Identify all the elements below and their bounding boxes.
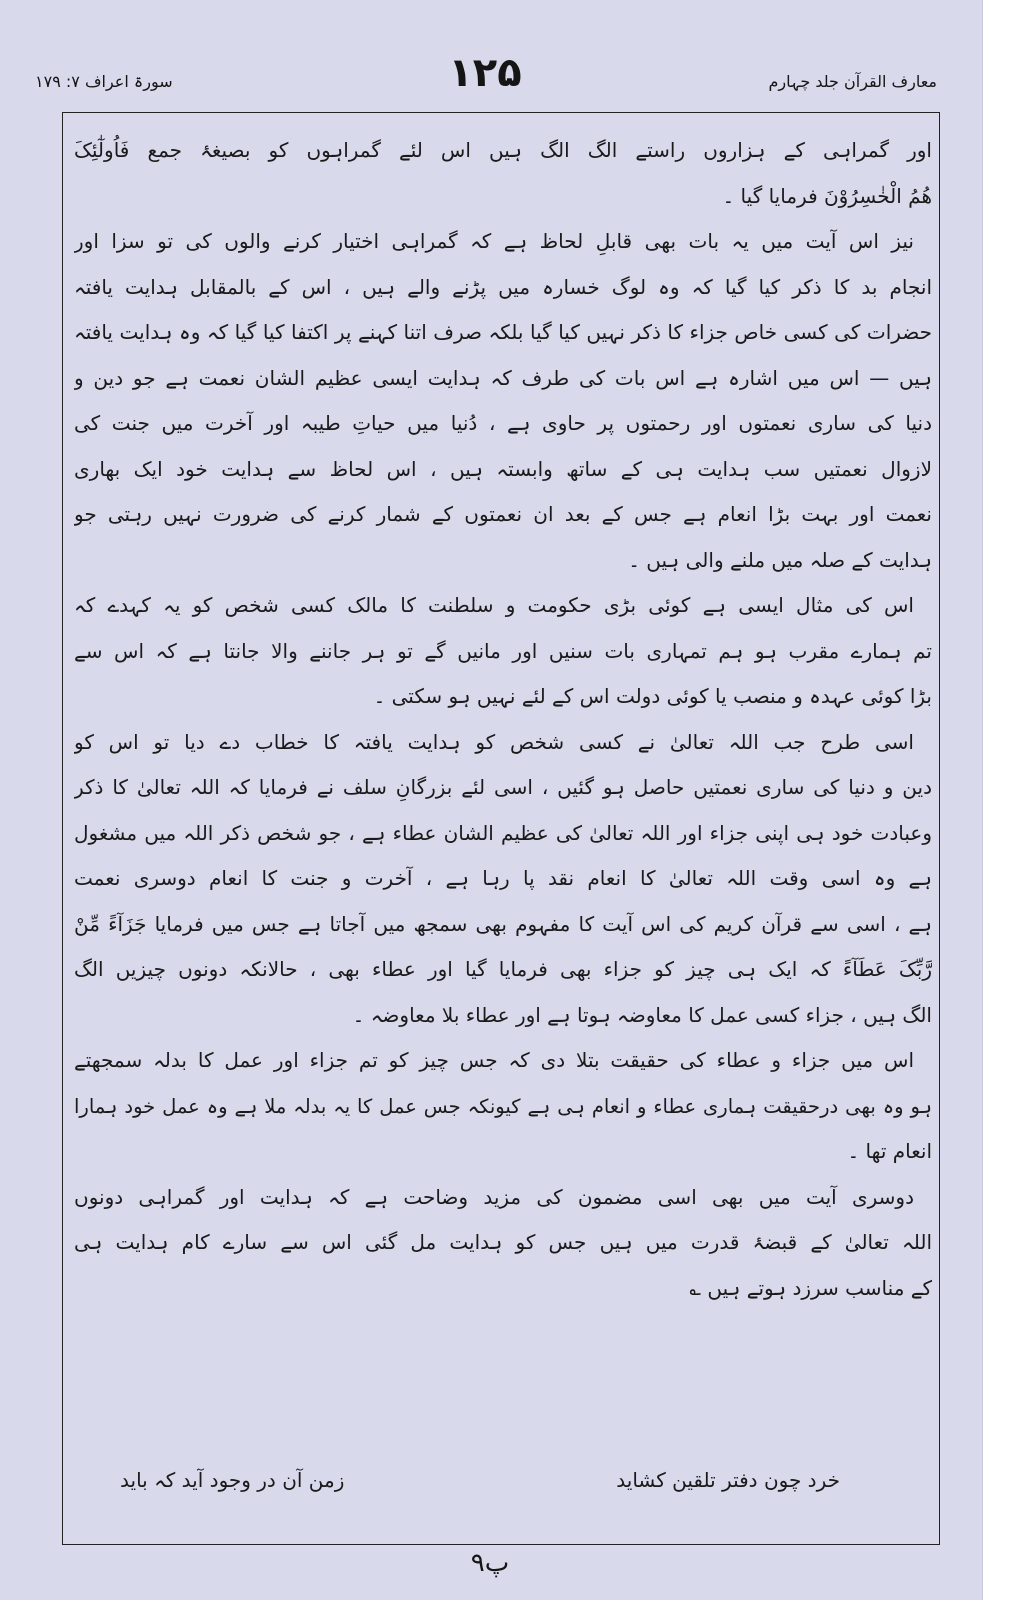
text-line: وعبادت خود ہی اپنی جزاء اور اللہ تعالیٰ کی عظیم الشان عطاء ہے ، جو شخص ذکر اللہ میں مشغول <box>74 820 932 845</box>
verse-first-hemistich: خرد چون دفتر تلقین کشاید <box>616 1468 840 1492</box>
verse-second-hemistich: زمن آن در وجود آید کہ باید <box>120 1468 345 1492</box>
text-line: ہو وہ بھی درحقیقت ہماری عطاء و انعام ہی ہے کیونکہ جس عمل کا یہ بدلہ ملا ہے وہ عمل خود ہمارا <box>74 1094 932 1118</box>
text-line: دوسری آیت میں بھی اسی مضمون کی مزید وضاحت ہے کہ ہدایت اور گمراہی دونوں <box>74 1184 914 1209</box>
persian-verse <box>120 1460 840 1500</box>
commentary-text <box>74 128 932 1311</box>
text-line: ہدایت کے صلہ میں ملنے والی ہیں ۔ <box>628 547 932 572</box>
text-line: ہیں — اس میں اشارہ ہے اس بات کی طرف کہ ہدایت ایسی عظیم الشان نعمت ہے جو دین و <box>74 365 932 390</box>
text-line: کے مناسب سرزد ہوتے ہیں ؎ <box>689 1275 932 1300</box>
book-title: معارف القرآن جلد چہارم <box>768 72 937 91</box>
text-line: انجام بد کا ذکر کیا گیا کہ وہ لوگ خسارہ میں پڑنے والے ہیں ، اس کے بالمقابل ہدایت یافتہ <box>74 274 932 299</box>
page-number: ۱۲۵ <box>448 50 522 96</box>
text-line: دنیا کی ساری نعمتوں اور رحمتوں پر حاوی ہے ، دُنیا میں حیاتِ طیبہ اور آخرت میں جنت کی <box>74 411 932 435</box>
page-header <box>30 50 942 110</box>
text-line: اسی طرح جب اللہ تعالیٰ نے کسی شخص کو ہدایت یافتہ کا خطاب دے دیا تو اس کو <box>74 729 914 754</box>
text-line: دین و دنیا کی ساری نعمتیں حاصل ہو گئیں ، اسی لئے بزرگانِ سلف نے فرمایا کہ اللہ تعالیٰ کا ذکر <box>74 775 932 799</box>
text-line: اس میں جزاء و عطاء کی حقیقت بتلا دی کہ جس چیز کو تم جزاء اور عمل کا بدلہ سمجھتے <box>74 1048 914 1072</box>
signature-mark: ۹پ <box>470 1548 510 1578</box>
text-line: بڑا کوئی عہدہ و منصب یا کوئی دولت اس کے لئے نہیں ہو سکتی ۔ <box>373 684 932 708</box>
text-line: تم ہمارے مقرب ہو ہم تمہاری بات سنیں اور مانیں گے تو ہر جاننے والا جانتا ہے کہ اس سے <box>74 638 932 663</box>
text-line: حضرات کی کسی خاص جزاء کا ذکر نہیں کیا گیا بلکہ صرف اتنا کہنے پر اکتفا کیا گیا کہ وہ ہدایت یافتہ <box>74 320 932 344</box>
text-line: نیز اس آیت میں یہ بات بھی قابلِ لحاظ ہے کہ گمراہی اختیار کرنے والوں کی تو سزا اور <box>74 229 914 253</box>
text-line: الگ ہیں ، جزاء کسی عمل کا معاوضہ ہوتا ہے اور عطاء بلا معاوضہ ۔ <box>352 1002 932 1027</box>
text-line: ہے ، اسی سے قرآن کریم کی اس آیت کا مفہوم بھی سمجھ میں آجاتا ہے جس میں فرمایا جَزَآءً مِّنْ <box>74 911 932 936</box>
text-line: اس کی مثال ایسی ہے کوئی بڑی حکومت و سلطنت کا مالک کسی شخص کو یہ کہدے کہ <box>74 593 914 617</box>
text-line: ہے وہ اسی وقت اللہ تعالیٰ کا انعام نقد پا رہا ہے ، آخرت و جنت کا انعام دوسری نعمت <box>74 866 932 890</box>
text-line: انعام تھا ۔ <box>847 1139 932 1163</box>
text-line: رَّبِّکَ عَطَآءً کہ ایک ہی چیز کو جزاء بھی فرمایا گیا اور عطاء بھی ، حالانکہ دونوں چیزیں الگ <box>74 957 932 981</box>
text-line: لازوال نعمتیں سب ہدایت ہی کے ساتھ وابستہ ہیں ، اس لحاظ سے ہدایت خود ایک بھاری <box>74 456 932 481</box>
text-line: اللہ تعالیٰ کے قبضۂ قدرت میں ہیں جس کو ہدایت مل گئی اس سے سارے کام ہدایت ہی <box>74 1230 932 1254</box>
text-line: اور گمراہی کے ہزاروں راستے الگ الگ ہیں اس لئے گمراہوں کو بصیغۂ جمع فَاُولٰٓئِکَ <box>74 138 932 162</box>
text-line: ھُمُ الْخٰسِرُوْنَ فرمایا گیا ۔ <box>722 183 932 208</box>
surah-reference: سورۃ اعراف ۷: ۱۷۹ <box>35 72 173 91</box>
text-line: نعمت اور بہت بڑا انعام ہے جس کے بعد ان نعمتوں کے شمار کرنے کی ضرورت نہیں رہتی جو <box>74 502 932 526</box>
